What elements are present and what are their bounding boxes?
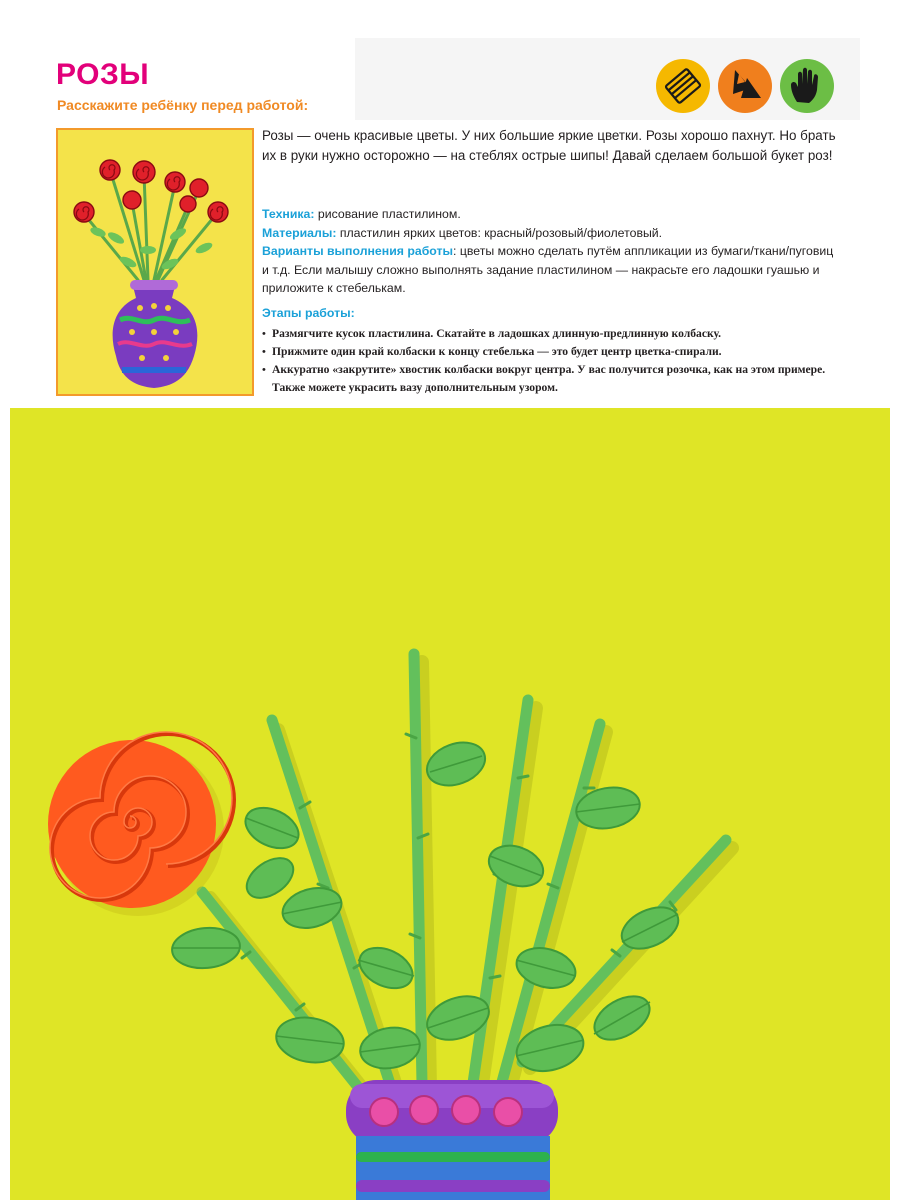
step-item: • Размягчите кусок пластилина. Скатайте в ладошках длинную-предлинную колбаску.: [262, 325, 840, 343]
example-photo: [10, 408, 890, 1200]
comb-tool-icon: [655, 58, 711, 114]
step-item: • Прижмите один край колбаски к концу стебелька — это будет центр цветка-спирали.: [262, 343, 840, 361]
technique-label: Техника:: [262, 207, 315, 221]
step-item: • Аккуратно «закрутите» хвостик колбаски вокруг центра. У вас получится розочка, как на этом примере. Также можете украсить вазу дополнительным узором.: [262, 361, 840, 397]
page-subtitle: Расскажите ребёнку перед работой:: [57, 97, 309, 113]
page-title: РОЗЫ: [56, 58, 150, 91]
triangles-shapes-icon: [717, 58, 773, 114]
variants-line: [262, 242, 840, 298]
steps-list: [262, 325, 840, 397]
technique-line: [262, 205, 840, 224]
materials-value: пластилин ярких цветов: красный/розовый/фиолетовый.: [336, 225, 663, 240]
steps-title: Этапы работы:: [262, 306, 355, 320]
example-thumbnail: [56, 128, 254, 396]
materials-label: Материалы:: [262, 225, 337, 240]
variants-label: Варианты выполнения работы: [262, 244, 454, 258]
hand-icon: [779, 58, 835, 114]
info-block: [262, 205, 840, 298]
materials-line: [262, 224, 840, 243]
variants-value: : цветы можно сделать путём аппликации из бумаги/ткани/пуговиц и т.д. Если малышу сложно выполнять задание пластилином — накрасьте его ладошки гуашью и приложите к стебелькам.: [262, 244, 834, 295]
technique-value: рисование пластилином.: [314, 207, 461, 221]
intro-text: Розы — очень красивые цветы. У них большие яркие цветки. Розы хорошо пахнут. Но брать их в руки нужно осторожно — на стеблях острые шипы! Давай сделаем большой букет роз!: [262, 128, 836, 163]
skill-badges: [655, 58, 830, 114]
